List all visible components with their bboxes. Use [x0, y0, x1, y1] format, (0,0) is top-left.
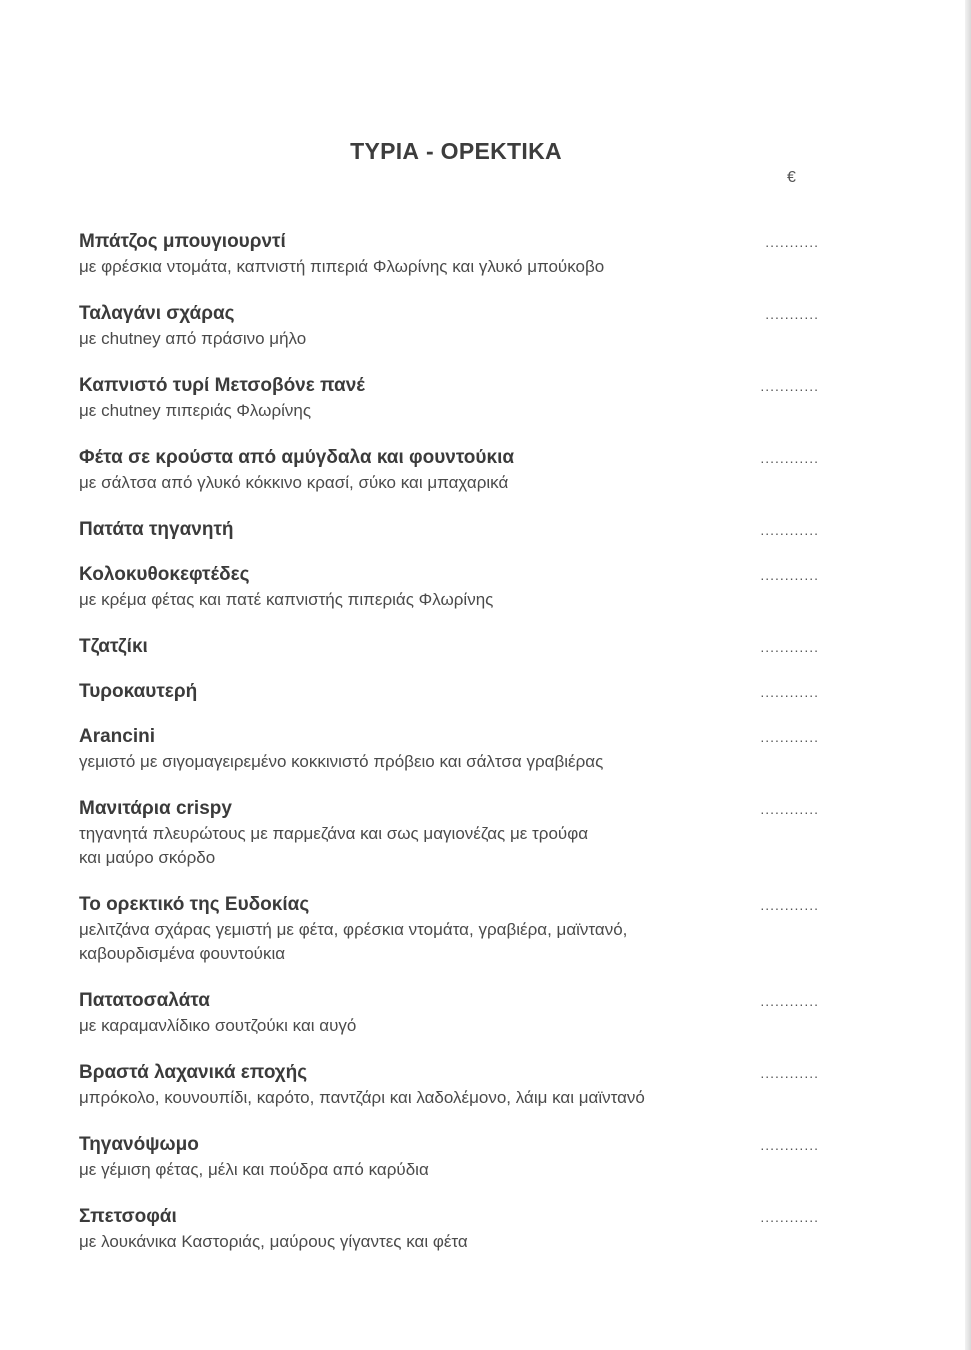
menu-item-name: Βραστά λαχανικά εποχής — [79, 1062, 308, 1083]
menu-item-name: Ταλαγάνι σχάρας — [79, 303, 235, 324]
menu-item-description: με chutney από πράσινο μήλο — [79, 329, 307, 348]
menu-item-description: μπρόκολο, κουνουπίδι, καρότο, παντζάρι και λαδολέμονο, λάιμ και μαϊντανό — [79, 1088, 645, 1107]
menu-item-description: με λουκάνικα Καστοριάς, μαύρους γίγαντες και φέτα — [79, 1232, 468, 1251]
menu-item-price: ............ — [760, 1137, 819, 1153]
menu-item — [79, 445, 819, 495]
menu-item-name: Κολοκυθοκεφτέδες — [79, 564, 250, 585]
menu-item-name: Arancini — [79, 726, 156, 747]
menu-item-price: ............ — [760, 1209, 819, 1225]
menu-item-name: Μπάτζος μπουγιουρντί — [79, 231, 286, 252]
menu-item — [79, 301, 819, 351]
menu-item-description: μελιτζάνα σχάρας γεμιστή με φέτα, φρέσκια ντομάτα, γραβιέρα, μαϊντανό, καβουρδισμένα φουντούκια — [79, 920, 628, 963]
menu-item-description: με σάλτσα από γλυκό κόκκινο κρασί, σύκο και μπαχαρικά — [79, 473, 509, 492]
menu-item-name: Φέτα σε κρούστα από αμύγδαλα και φουντούκια — [79, 447, 515, 468]
menu-title: ΤΥΡΙΑ - ΟΡΕΚΤΙΚΑ — [350, 138, 562, 164]
menu-item-price: ............ — [760, 639, 819, 655]
menu-item-price: ............ — [760, 378, 819, 394]
menu-item — [79, 373, 819, 423]
menu-item-price: ............ — [760, 522, 819, 538]
menu-item — [79, 796, 819, 870]
menu-item-name: Τυροκαυτερή — [79, 681, 198, 702]
menu-item-price: ........... — [765, 234, 819, 250]
menu-item — [79, 562, 819, 612]
menu-item — [79, 1060, 819, 1110]
menu-item-price: ............ — [760, 450, 819, 466]
menu-item — [79, 1132, 819, 1182]
menu-item-description: τηγανητά πλευρώτους με παρμεζάνα και σως μαγιονέζας με τρούφα και μαύρο σκόρδο — [79, 824, 589, 867]
menu-item-name: Μανιτάρια crispy — [79, 798, 232, 819]
menu-item-name: Τηγανόψωμο — [79, 1134, 199, 1155]
menu-item-price: ............ — [760, 801, 819, 817]
menu-item — [79, 634, 819, 660]
menu-item-name: Καπνιστό τυρί Μετσοβόνε πανέ — [79, 375, 365, 396]
menu-item-description: με chutney πιπεριάς Φλωρίνης — [79, 401, 312, 420]
menu-item-price: ............ — [760, 684, 819, 700]
menu-item-description: με φρέσκια ντομάτα, καπνιστή πιπεριά Φλωρίνης και γλυκό μπούκοβο — [79, 257, 605, 276]
menu-item-description: με κρέμα φέτας και πατέ καπνιστής πιπεριάς Φλωρίνης — [79, 590, 494, 609]
menu-item-name: Τζατζίκι — [79, 636, 148, 657]
menu-item-name: Το ορεκτικό της Ευδοκίας — [79, 894, 310, 915]
menu-item-description: με καραμανλίδικο σουτζούκι και αυγό — [79, 1016, 357, 1035]
menu-item-name: Πατάτα τηγανητή — [79, 519, 234, 540]
menu-item — [79, 892, 819, 966]
menu-item-price: ............ — [760, 897, 819, 913]
menu-item — [79, 724, 819, 774]
menu-item-description: με γέμιση φέτας, μέλι και πούδρα από καρύδια — [79, 1160, 429, 1179]
menu-item — [79, 679, 819, 705]
currency-symbol: € — [787, 169, 796, 186]
menu-item-price: ........... — [765, 306, 819, 322]
menu-item-price: ............ — [760, 993, 819, 1009]
menu-item-name: Πατατοσαλάτα — [79, 990, 210, 1011]
menu-item-price: ............ — [760, 567, 819, 583]
menu-item — [79, 229, 819, 279]
menu-item — [79, 988, 819, 1038]
menu-item-price: ............ — [760, 1065, 819, 1081]
menu-item-price: ............ — [760, 729, 819, 745]
menu-list — [79, 229, 819, 1254]
menu-item — [79, 517, 819, 543]
page-edge-shadow — [965, 0, 971, 1350]
menu-item-description: γεμιστό με σιγομαγειρεμένο κοκκινιστό πρόβειο και σάλτσα γραβιέρας — [79, 752, 604, 771]
menu-item-name: Σπετσοφάι — [79, 1206, 177, 1227]
menu-item — [79, 1204, 819, 1254]
